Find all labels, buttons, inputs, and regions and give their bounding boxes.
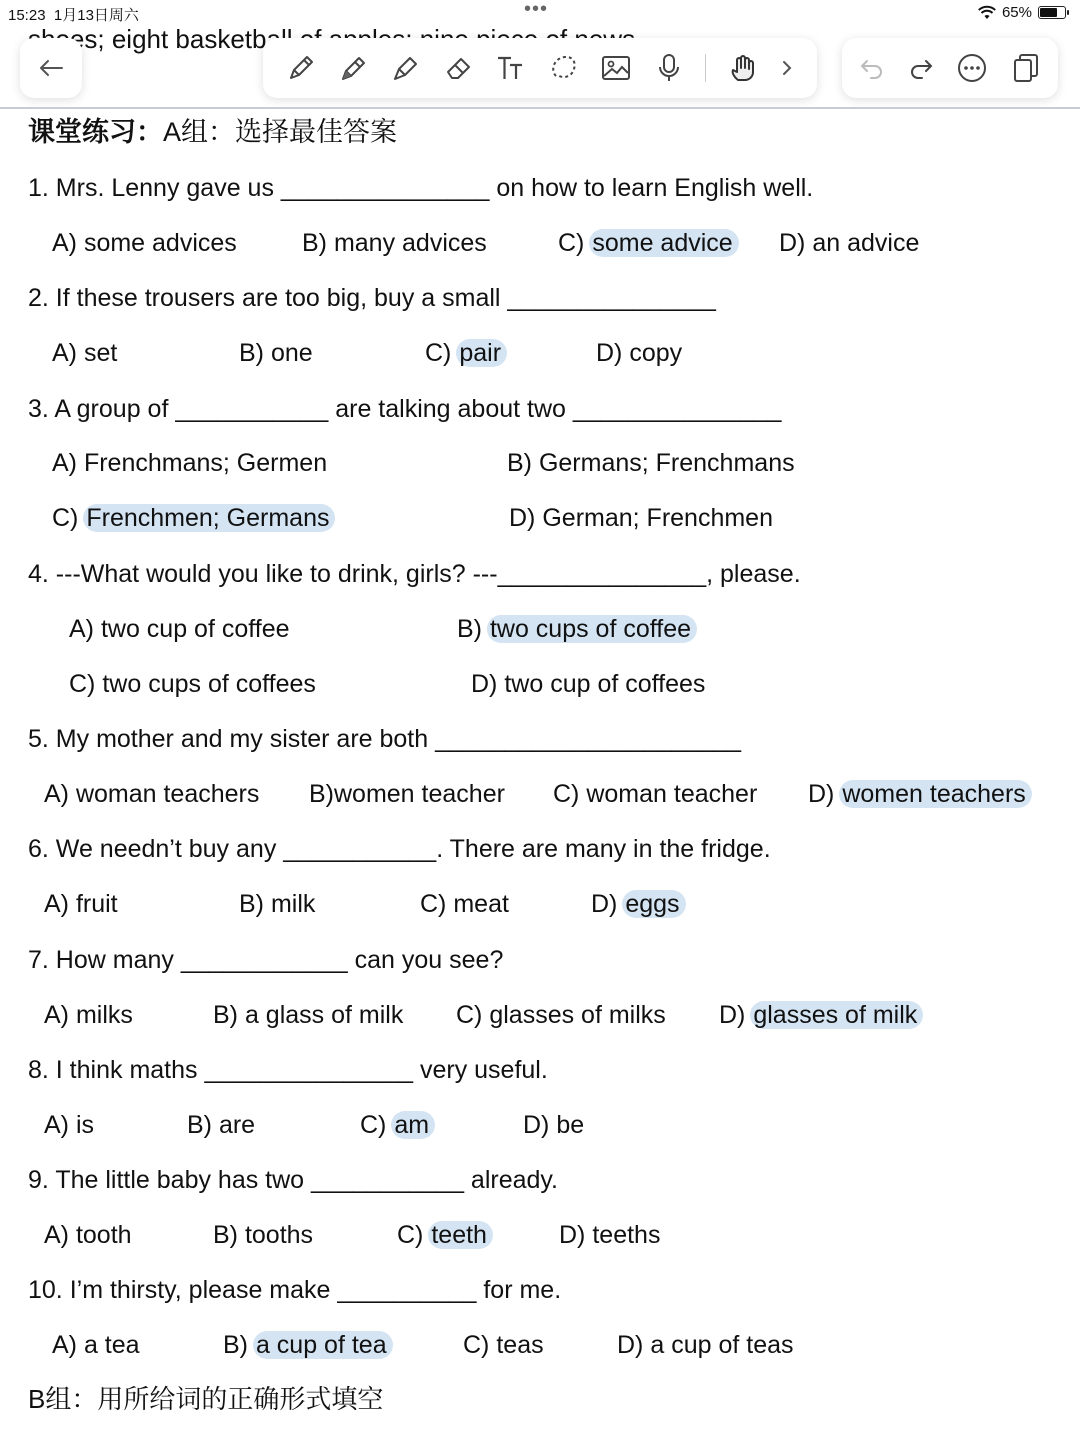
document-toolbar	[842, 38, 1058, 98]
pages-icon[interactable]	[1011, 52, 1041, 84]
drawing-toolbar	[263, 38, 817, 98]
cutoff-previous-text: eight basketball	[111, 24, 293, 54]
question-4: 4. ---What would you like to drink, girls? ---_______________, please.	[28, 560, 801, 588]
battery-percent: 65%	[1001, 4, 1032, 21]
q2-option-d[interactable]: D) copy	[596, 339, 683, 367]
q2-option-c[interactable]: C) pair	[425, 337, 507, 369]
q6-option-b[interactable]: B) milk	[239, 890, 316, 918]
q3-option-c[interactable]: C) Frenchmen; Germans	[52, 502, 335, 534]
pen-icon[interactable]	[285, 52, 317, 84]
q7-option-b[interactable]: B) a glass of milk	[213, 1001, 404, 1029]
redo-icon[interactable]	[908, 57, 934, 79]
answer-highlight: women teachers	[839, 780, 1031, 808]
pencil-icon[interactable]	[338, 52, 370, 84]
q10-option-a[interactable]: A) a tea	[52, 1331, 140, 1359]
q4-option-c[interactable]: C) two cups of coffees	[69, 670, 316, 698]
highlighter-icon[interactable]	[390, 52, 422, 84]
answer-highlight: a cup of tea	[253, 1331, 393, 1359]
question-1: 1. Mrs. Lenny gave us _______________ on how to learn English well.	[28, 174, 814, 202]
back-button[interactable]	[20, 38, 82, 98]
q8-option-a[interactable]: A) is	[44, 1111, 95, 1139]
touch-hand-icon[interactable]	[727, 52, 759, 84]
answer-highlight: some advice	[589, 229, 738, 257]
answer-highlight: pair	[456, 339, 507, 367]
q3-option-d[interactable]: D) German; Frenchmen	[509, 504, 773, 532]
heading-rest: A组：选择最佳答案	[163, 117, 398, 147]
question-2: 2. If these trousers are too big, buy a small _______________	[28, 284, 716, 312]
lasso-icon[interactable]	[548, 52, 580, 84]
chevron-right-icon[interactable]	[779, 58, 795, 78]
q5-option-a[interactable]: A) woman teachers	[44, 780, 260, 808]
question-5: 5. My mother and my sister are both ______________________	[28, 725, 741, 753]
q6-option-a[interactable]: A) fruit	[44, 890, 118, 918]
wifi-icon	[978, 6, 996, 20]
answer-highlight: teeth	[428, 1221, 493, 1249]
q2-option-a[interactable]: A) set	[52, 339, 118, 367]
answer-highlight: glasses of milk	[750, 1001, 923, 1029]
toolbar-divider	[705, 54, 706, 82]
more-icon[interactable]	[956, 52, 988, 84]
heading-bold: 课堂练习：	[28, 117, 163, 147]
question-6: 6. We needn’t buy any ___________. There are many in the fridge.	[28, 835, 771, 863]
answer-highlight: Frenchmen; Germans	[83, 504, 335, 532]
q9-option-a[interactable]: A) tooth	[44, 1221, 132, 1249]
question-8: 8. I think maths _______________ very useful.	[28, 1056, 548, 1084]
microphone-icon[interactable]	[653, 52, 685, 84]
q2-option-b[interactable]: B) one	[239, 339, 313, 367]
q5-option-c[interactable]: C) woman teacher	[553, 780, 758, 808]
page-divider	[0, 107, 1080, 109]
q8-option-d[interactable]: D) be	[523, 1111, 585, 1139]
battery-icon	[1038, 6, 1066, 19]
multitask-dots-icon[interactable]: •••	[524, 0, 549, 20]
back-arrow-icon	[38, 58, 64, 78]
image-icon[interactable]	[600, 52, 632, 84]
question-9: 9. The little baby has two ___________ already.	[28, 1166, 559, 1194]
q1-option-b[interactable]: B) many advices	[302, 229, 487, 257]
section-b-heading: B组：用所给词的正确形式填空	[28, 1384, 384, 1414]
answer-highlight: two cups of coffee	[487, 615, 697, 643]
q5-option-b[interactable]: B)women teacher	[309, 780, 505, 808]
q4-option-a[interactable]: A) two cup of coffee	[69, 615, 290, 643]
text-icon[interactable]	[495, 52, 527, 84]
section-heading	[28, 116, 397, 148]
q10-option-b[interactable]: B) a cup of tea	[223, 1329, 393, 1361]
q3-option-b[interactable]: B) Germans; Frenchmans	[507, 449, 795, 477]
q9-option-c[interactable]: C) teeth	[397, 1219, 493, 1251]
eraser-icon[interactable]	[443, 52, 475, 84]
question-7: 7. How many ____________ can you see?	[28, 946, 504, 974]
q4-option-d[interactable]: D) two cup of coffees	[471, 670, 706, 698]
undo-icon[interactable]	[859, 57, 885, 79]
status-date: 1月13日周六	[53, 7, 139, 24]
q8-option-c[interactable]: C) am	[360, 1109, 435, 1141]
q6-option-c[interactable]: C) meat	[420, 890, 509, 918]
status-right	[978, 4, 1066, 21]
q8-option-b[interactable]: B) are	[187, 1111, 256, 1139]
q7-option-d[interactable]: D) glasses of milk	[719, 999, 923, 1031]
q4-option-b[interactable]: B) two cups of coffee	[457, 613, 697, 645]
q6-option-d[interactable]: D) eggs	[591, 888, 686, 920]
q1-option-a[interactable]: A) some advices	[52, 229, 237, 257]
answer-highlight: am	[391, 1111, 435, 1139]
q7-option-a[interactable]: A) milks	[44, 1001, 133, 1029]
q3-option-a[interactable]: A) Frenchmans; Germen	[52, 449, 328, 477]
question-10: 10. I’m thirsty, please make __________ for me.	[28, 1276, 562, 1304]
q1-option-d[interactable]: D) an advice	[779, 229, 920, 257]
q9-option-d[interactable]: D) teeths	[559, 1221, 661, 1249]
q5-option-d[interactable]: D) women teachers	[808, 778, 1032, 810]
answer-highlight: eggs	[622, 890, 685, 918]
q9-option-b[interactable]: B) tooths	[213, 1221, 314, 1249]
status-time: 15:23 1月13日周六	[8, 7, 139, 24]
q1-option-c[interactable]: C) some advice	[558, 227, 739, 259]
question-3: 3. A group of ___________ are talking about two _______________	[28, 395, 782, 423]
q10-option-c[interactable]: C) teas	[463, 1331, 544, 1359]
q10-option-d[interactable]: D) a cup of teas	[617, 1331, 794, 1359]
q7-option-c[interactable]: C) glasses of milks	[456, 1001, 666, 1029]
